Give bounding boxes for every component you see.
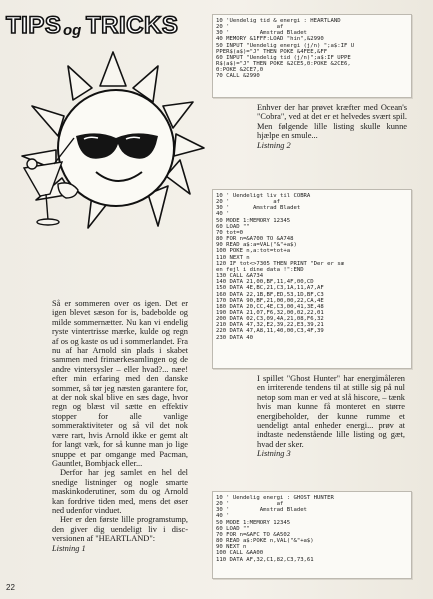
code-line: 100 POKE n,a:tot=tot+a: [216, 248, 291, 255]
body-paragraph: Så er sommeren over os igen. Det er igen blevet sæson for is, badebolde og milde sommernætter. Nu kan vi endelig ryste vintertrisse mærke, kulde og regn af os og kaste os ud i sommerlandet. Fra nu af har Arnold sin plads i skabet sammen med frimærkesamlingen og de andre vintersysler – eller hvad?... næe! efter min erfaring med den danske sommer, så tør jeg næsten garantere for, at der nok skal blive en sæs dage, hvor regn og blæst vil sætte en effektiv stopper for alle vanlige sommeraktiviteter og så vil det nok være rart, hvis Arnold ikke er gemt alt for langt væk, for så kunne man jo lige snuppe et par omgange med Pacman, Gauntlet, Bombjack eller...: [52, 299, 188, 468]
code-line: 10 ' Uendelig energi : GHOST HUNTER: [216, 495, 334, 501]
body-paragraph: Her er den første lille programstump, den giver dig uendeligt liv i disc-versionen af "HEARTLAND":: [52, 515, 188, 544]
code-line: 60 LOAD "": [216, 223, 250, 230]
code-line: 100 CALL &AA00: [216, 550, 264, 557]
code-line: 120 IF tot<>7305 THEN PRINT "Der er sæ: [216, 260, 344, 267]
code-line: 30 ' Amstrad Bladet: [216, 205, 301, 212]
page-number: 22: [6, 583, 15, 592]
code-line: 60 INPUT "Uendelig tid (j/n)";a$:IF UPPE: [216, 54, 351, 61]
article-body: [52, 299, 188, 553]
code-line: 10 'Uendelig tid & energi : HEARTLAND: [216, 18, 341, 24]
caption-listing-2: [257, 103, 407, 150]
code-line: 180 DATA 20,CC,4E,C3,00,41,3E,48: [216, 303, 324, 310]
title-tips: TIPS: [6, 12, 62, 39]
code-listing-1: [212, 14, 412, 98]
code-line: 230 DATA 40: [216, 334, 254, 341]
body-paragraph: Derfor har jeg samlet en hel del snedige listninger og nogle smarte maskinkoderutiner, som du og Arnold kan fordrive tiden med, mens det øser ned udenfor vinduet.: [52, 468, 188, 515]
title-tricks: TRICKS: [86, 12, 179, 39]
section-title: [6, 12, 206, 44]
code-line: 110 DATA AF,32,C1,82,C3,73,61: [216, 556, 314, 563]
code-line: 50 MODE 1:MEMORY 12345: [216, 519, 291, 526]
title-og: og: [63, 22, 82, 39]
code-line: 90 READ a$:a=VAL("&"+a$): [216, 242, 297, 249]
code-line: 110 NEXT n: [216, 254, 250, 261]
listing-label: Listning 1: [52, 543, 86, 553]
code-line: 90 NEXT n: [216, 544, 247, 551]
code-line: PPER$(a$)="J" THEN POKE &4FEE,&FF: [216, 48, 328, 55]
code-line: 30 ' Amstrad Bladet: [216, 30, 307, 37]
caption-text: Enhver der har prøvet kræfter med Ocean's "Cobra", ved at det er et helvedes svært spil. Men følgende lille listing skulle kunne hjælpe en smule...: [257, 103, 407, 141]
code-line: 40 MEMORY &1FFF:LOAD "hin",&2990: [216, 36, 324, 43]
code-line: 30 ' Amstrad Bladet: [216, 507, 307, 514]
listing-label: Listning 3: [257, 449, 291, 459]
caption-text: I spillet "Ghost Hunter" har energimåleren en irriterende tendens til at stille sig på nul netop som man er ved at slå hiscore, – tænk hvis man kunne få monteret en større energibeholder, der kunne rumme et uendeligt antal enheder energi... prøv at indtaste nedenstående lille listing og gæt, hvad der sker.: [257, 374, 405, 449]
code-line: 60 LOAD "": [216, 525, 250, 532]
code-line: 190 DATA 21,07,F6,32,00,02,22,01: [216, 309, 324, 316]
code-line: 20 ' af: [216, 24, 284, 31]
code-line: 0:POKE &2CE7,0: [216, 67, 264, 74]
code-line: 70 tot=0: [216, 229, 243, 236]
listing-label: Listning 2: [257, 140, 291, 150]
code-line: 50 INPUT "Uendelig energi (j/n) ";a$:IF U: [216, 42, 355, 49]
code-line: R$(a$)="J" THEN POKE &2CE5,0:POKE &2CE6,: [216, 61, 351, 68]
code-line: 130 CALL &A734: [216, 273, 264, 280]
code-line: 150 DATA 4E,BC,21,C3,1A,11,A7,AF: [216, 285, 324, 292]
code-line: 10 ' Uendeligt liv til COBRA: [216, 193, 311, 199]
code-line: 80 FOR n=&A700 TO &A748: [216, 236, 294, 243]
code-listing-2: [212, 189, 412, 369]
code-line: 160 DATA 22,1B,BF,ED,53,1D,BF,C3: [216, 291, 324, 298]
sun-illustration: [18, 44, 208, 244]
code-line: en fejl i dine data !":END: [216, 266, 304, 273]
code-line: 50 MODE 1:MEMORY 12345: [216, 217, 291, 224]
caption-listing-3: [257, 374, 405, 459]
code-line: 140 DATA 21,00,BF,11,4F,00,CD: [216, 279, 314, 286]
code-line: 20 ' af: [216, 501, 284, 508]
code-line: 210 DATA 47,32,E2,39,22,E3,39,21: [216, 322, 324, 329]
code-line: 200 DATA 02,C3,09,4A,21,08,F6,32: [216, 316, 324, 323]
code-line: 220 DATA 47,A8,11,40,00,C3,4F,39: [216, 328, 324, 335]
code-line: 80 READ a$:POKE n,VAL("&"+a$): [216, 538, 314, 545]
code-line: 20 ' af: [216, 199, 280, 206]
code-line: 70 FOR n=&AFC TO &A502: [216, 531, 291, 538]
code-listing-3: [212, 491, 412, 579]
code-line: 170 DATA 90,BF,21,00,00,22,CA,4E: [216, 297, 324, 304]
code-line: 40 ': [216, 211, 230, 218]
code-line: 70 CALL &2990: [216, 73, 260, 80]
code-line: 40 ': [216, 513, 230, 520]
